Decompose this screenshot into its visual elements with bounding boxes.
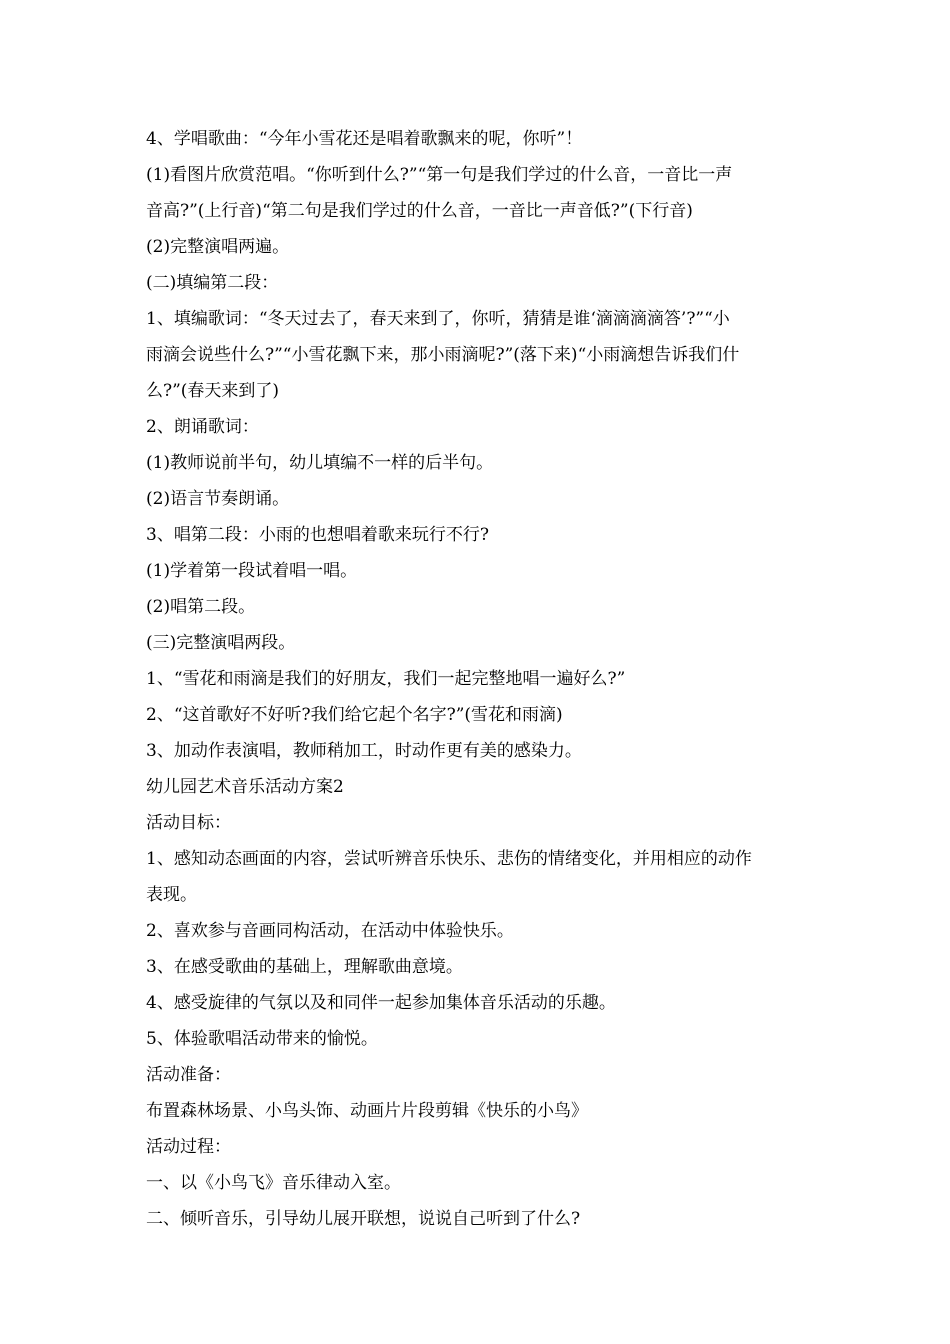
text-line: 5、体验歌唱活动带来的愉悦。 xyxy=(146,1029,378,1049)
text-line: 3、加动作表演唱，教师稍加工，时动作更有美的感染力。 xyxy=(146,741,582,761)
plan-title: 幼儿园艺术音乐活动方案2 xyxy=(146,777,344,797)
text-line: 2、朗诵歌词： xyxy=(146,417,259,437)
text-line: 1、填编歌词：“冬天过去了，春天来到了，你听，猜猜是谁‘滴滴滴滴答’?”“小 xyxy=(146,309,730,329)
text-line: 3、唱第二段：小雨的也想唱着歌来玩行不行? xyxy=(146,525,489,545)
text-line: 雨滴会说些什么?”“小雪花飘下来，那小雨滴呢?”(落下来)“小雨滴想告诉我们什 xyxy=(146,345,740,365)
text-line: (2)唱第二段。 xyxy=(146,597,256,617)
text-line: 4、感受旋律的气氛以及和同伴一起参加集体音乐活动的乐趣。 xyxy=(146,993,616,1013)
section-heading: 活动目标： xyxy=(146,813,231,833)
text-line: 么?”(春天来到了) xyxy=(146,381,280,401)
text-line: (1)学着第一段试着唱一唱。 xyxy=(146,561,358,581)
text-line: 布置森林场景、小鸟头饰、动画片片段剪辑《快乐的小鸟》 xyxy=(146,1101,588,1121)
text-line: 4、学唱歌曲：“今年小雪花还是唱着歌飘来的呢，你听”！ xyxy=(146,129,583,149)
text-line: 2、“这首歌好不好听?我们给它起个名字?”(雪花和雨滴) xyxy=(146,705,563,725)
section-heading: 活动准备： xyxy=(146,1065,231,1085)
section-heading: (三)完整演唱两段。 xyxy=(146,633,296,653)
section-heading: 活动过程： xyxy=(146,1137,231,1157)
text-line: (1)看图片欣赏范唱。“你听到什么?”“第一句是我们学过的什么音，一音比一声 xyxy=(146,165,733,185)
text-line: (2)完整演唱两遍。 xyxy=(146,237,290,257)
section-heading: (二)填编第二段： xyxy=(146,273,279,293)
text-line: 1、感知动态画面的内容，尝试听辨音乐快乐、悲伤的情绪变化，并用相应的动作 xyxy=(146,849,752,869)
text-line: 1、“雪花和雨滴是我们的好朋友，我们一起完整地唱一遍好么?” xyxy=(146,669,626,689)
text-line: (2)语言节奏朗诵。 xyxy=(146,489,290,509)
text-line: 一、以《小鸟飞》音乐律动入室。 xyxy=(146,1173,401,1193)
text-line: 3、在感受歌曲的基础上，理解歌曲意境。 xyxy=(146,957,463,977)
document-page xyxy=(146,121,816,1237)
text-line: 二、倾听音乐，引导幼儿展开联想，说说自己听到了什么? xyxy=(146,1209,581,1229)
text-line: (1)教师说前半句，幼儿填编不一样的后半句。 xyxy=(146,453,494,473)
text-line: 2、喜欢参与音画同构活动，在活动中体验快乐。 xyxy=(146,921,514,941)
text-line: 表现。 xyxy=(146,885,197,905)
text-line: 音高?”(上行音)“第二句是我们学过的什么音，一音比一声音低?”(下行音) xyxy=(146,201,693,221)
